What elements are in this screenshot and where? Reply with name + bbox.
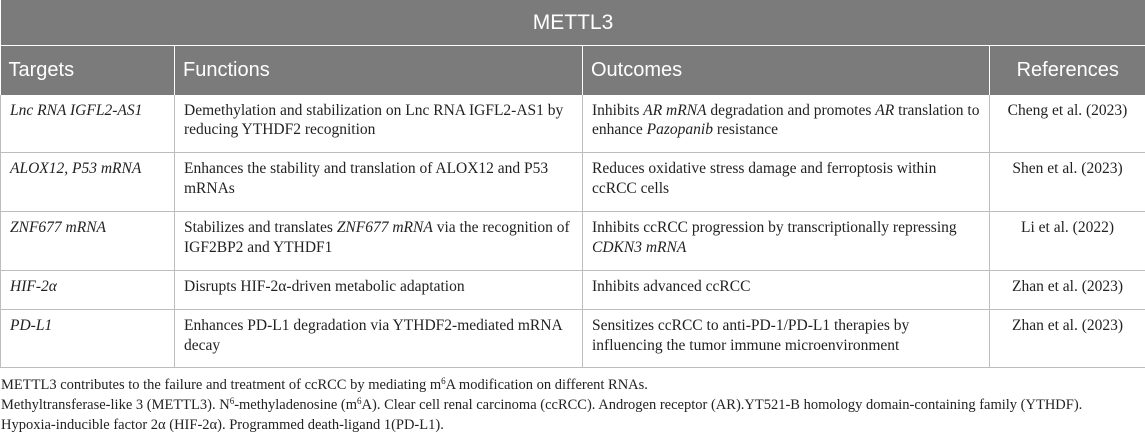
table-row (1, 95, 1145, 153)
target-text: HIF-2α (10, 278, 57, 295)
target-cell (1, 153, 175, 212)
outcome-italic-text: Pazopanib (646, 121, 713, 138)
function-cell: Enhances PD-L1 degradation via YTHDF2-mediated mRNA decay (175, 310, 583, 368)
reference-cell: Cheng et al. (2023) (990, 95, 1145, 153)
target-cell (1, 212, 175, 271)
table-row (1, 212, 1145, 271)
function-cell: Enhances the stability and translation of ALOX12 and P53 mRNAs (175, 153, 583, 212)
header-outcomes: Outcomes (583, 46, 990, 95)
footnote-line (1, 395, 1145, 415)
outcome-text: translation to enhance (592, 101, 980, 138)
function-text: Stabilizes and translates (184, 219, 337, 236)
table-footnotes (0, 368, 1145, 435)
footnote-text: Methyltransferase-like 3 (METTL3). N (1, 397, 230, 413)
table-title-row (1, 0, 1145, 46)
table-row (1, 153, 1145, 212)
function-cell (175, 212, 583, 271)
reference-cell: Li et al. (2022) (990, 212, 1145, 271)
outcome-text: Inhibits ccRCC progression by transcriptionally repressing (592, 219, 957, 236)
footnote-text: A). Clear cell renal carcinoma (ccRCC). Androgen receptor (AR).YT521-B homology domain-containing family (YTHDF). (361, 397, 1083, 413)
outcome-italic-text: AR (875, 101, 895, 119)
footnote-text: -methyladenosine (m (234, 397, 358, 413)
reference-cell: Zhan et al. (2023) (990, 271, 1145, 310)
outcome-italic-text: CDKN3 mRNA (592, 238, 687, 256)
table-header-row (1, 46, 1145, 95)
outcome-cell: Reduces oxidative stress damage and ferroptosis within ccRCC cells (583, 153, 990, 212)
header-targets: Targets (1, 46, 175, 95)
target-text: ALOX12, P53 mRNA (10, 160, 142, 177)
outcome-cell: Sensitizes ccRCC to anti-PD-1/PD-L1 therapies by influencing the tumor immune microenvironment (583, 310, 990, 368)
superscript: 6 (229, 396, 235, 406)
target-text: ZNF677 mRNA (10, 219, 107, 236)
superscript: 6 (441, 376, 446, 386)
target-text: PD-L1 (10, 317, 53, 334)
target-cell (1, 95, 175, 153)
footnote-line: Hypoxia-inducible factor 2α (HIF-2α). Programmed death-ligand 1(PD-L1). (1, 417, 444, 433)
function-text: via the recognition of IGF2BP2 and YTHDF1 (184, 219, 570, 256)
header-functions: Functions (175, 46, 583, 95)
table-row (1, 310, 1145, 368)
outcome-italic-text: AR mRNA (643, 101, 707, 119)
outcome-text: degradation and promotes (706, 101, 876, 119)
function-cell: Disrupts HIF-2α-driven metabolic adaptation (175, 271, 583, 310)
table-row (1, 271, 1145, 310)
reference-cell: Shen et al. (2023) (990, 153, 1145, 212)
reference-cell: Zhan et al. (2023) (990, 310, 1145, 368)
outcome-text: Inhibits (592, 101, 644, 119)
outcome-cell: Inhibits advanced ccRCC (583, 271, 990, 310)
outcome-cell (583, 212, 990, 271)
outcome-cell (583, 95, 990, 153)
target-cell (1, 310, 175, 368)
footnote-line (1, 375, 1145, 395)
footnote-text: METTL3 contributes to the failure and treatment of ccRCC by mediating m (1, 377, 442, 393)
function-italic-text: ZNF677 mRNA (336, 219, 433, 236)
table-title: METTL3 (1, 0, 1145, 46)
target-cell (1, 271, 175, 310)
outcome-text: resistance (712, 121, 778, 138)
function-cell: Demethylation and stabilization on Lnc RNA IGFL2-AS1 by reducing YTHDF2 recognition (175, 95, 583, 153)
header-references: References (990, 46, 1145, 95)
target-text: Lnc RNA IGFL2-AS1 (10, 101, 143, 119)
footnote-text: A modification on different RNAs. (445, 377, 648, 393)
superscript: 6 (357, 396, 362, 406)
